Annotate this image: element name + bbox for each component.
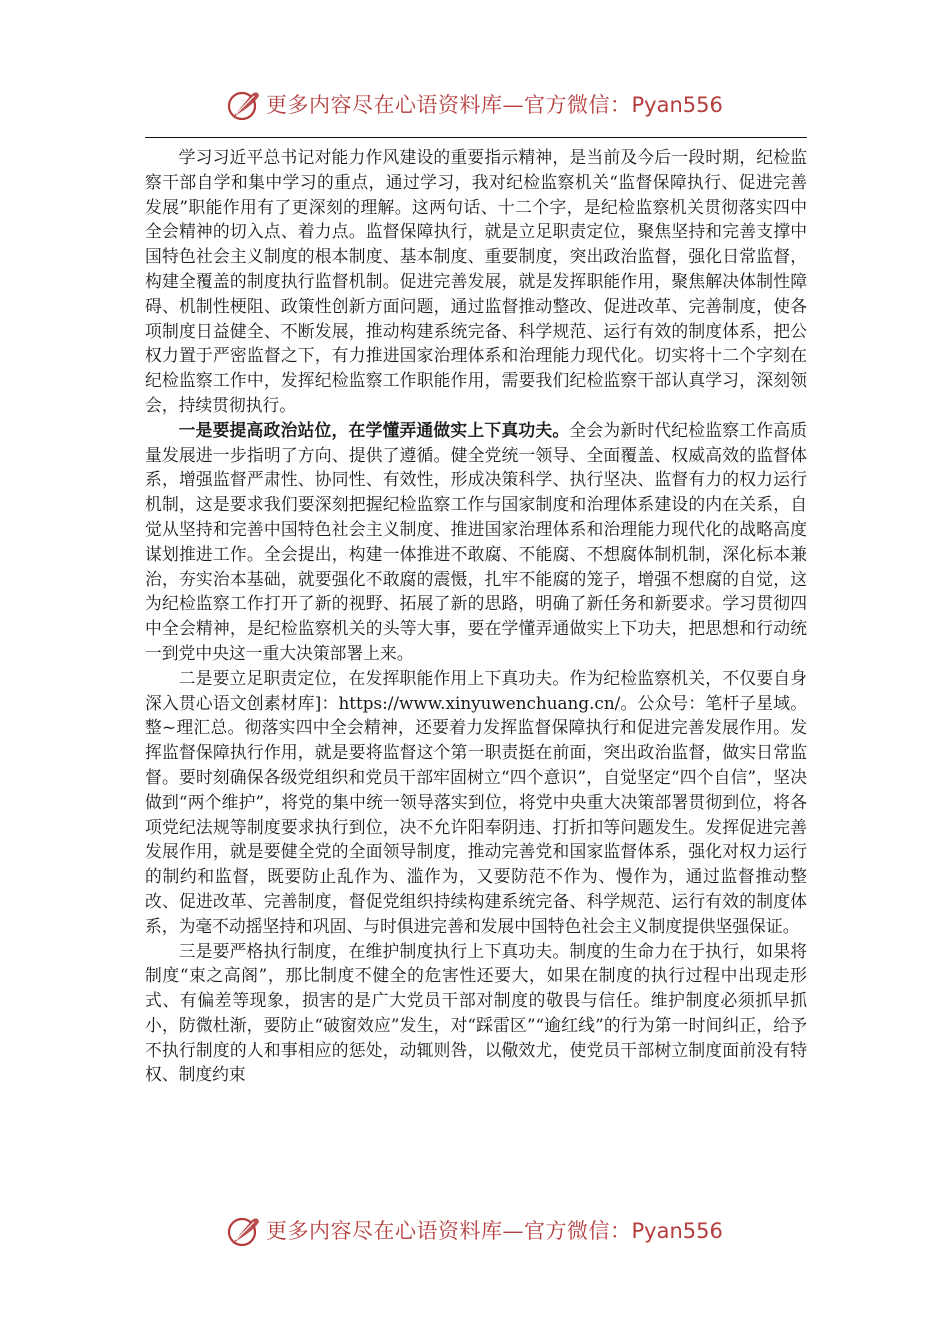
paragraph-intro: 学习习近平总书记对能力作风建设的重要指示精神，是当前及今后一段时期，纪检监察干部自学和集中学习的重点，通过学习，我对纪检监察机关“监督保障执行、促进完善发展”职能作用有了更深刻的理解。这两句话、十二个字，是纪检监察机关贯彻落实四中全会精神的切入点、着力点。监督保障执行，就是立足职责定位，聚焦坚持和完善支撑中国特色社会主义制度的根本制度、基本制度、重要制度，突出政治监督，强化日常监督，构建全覆盖的制度执行监督机制。促进完善发展，就是发挥职能作用，聚焦解决体制性障碍、机制性梗阻、政策性创新方面问题，通过监督推动整改、促进改革、完善制度，使各项制度日益健全、不断发展，推动构建系统完备、科学规范、运行有效的制度体系，把公权力置于严密监督之下，有力推进国家治理体系和治理能力现代化。切实将十二个字刻在纪检监察工作中，发挥纪检监察工作职能作用，需要我们纪检监察干部认真学习，深刻领会，持续贯彻执行。: [145, 147, 807, 415]
paragraph-point-two: 二是要立足职责定位，在发挥职能作用上下真功夫。作为纪检监察机关，不仅要自身深入贯心语文创素材库]：https://www.xinyuwenchuang.cn/。公众号：笔杆子星域。整~理汇总。彻落实四中全会精神，还要着力发挥监督保障执行和促进完善发展作用。发挥监督保障执行作用，就是要将监督这个第一职责挺在前面，突出政治监督，做实日常监督。要时刻确保各级党组织和党员干部牢固树立“四个意识”，自觉坚定“四个自信”，坚决做到“两个维护”，将党的集中统一领导落实到位，将党中央重大决策部署贯彻到位，将各项党纪法规等制度要求执行到位，决不允许阳奉阴违、打折扣等问题发生。发挥促进完善发展作用，就是要健全党的全面领导制度，推动完善党和国家监督体系，强化对权力运行的制约和监督，既要防止乱作为、滥作为，又要防范不作为、慢作为，通过监督推动整改、促进改革、完善制度，督促党组织持续构建系统完备、科学规范、运行有效的制度体系，为毫不动摇坚持和巩固、与时俱进完善和发展中国特色社会主义制度提供坚强保证。: [145, 667, 807, 936]
banner-text: 更多内容尽在心语资料库—官方微信：Pyan556: [266, 93, 723, 117]
header-banner: [0, 84, 950, 124]
feather-pen-logo-icon: [226, 1212, 262, 1248]
paragraph-point-three: 三是要严格执行制度，在维护制度执行上下真功夫。制度的生命力在于执行，如果将制度“束之高阁”，那比制度不健全的危害性还要大，如果在制度的执行过程中出现走形式、有偏差等现象，损害的是广大党员干部对制度的敬畏与信任。维护制度必须抓早抓小，防微杜渐，要防止“破窗效应”发生，对“踩雷区”“逾红线”的行为第一时间纠正，给予不执行制度的人和事相应的惩处，动辄则咎，以儆效尤，使党员干部树立制度面前没有特权、制度约束: [145, 940, 807, 1085]
point-one-body: 全会为新时代纪检监察工作高质量发展进一步指明了方向、提供了遵循。健全党统一领导、全面覆盖、权威高效的监督体系，增强监督严肃性、协同性、有效性，形成决策科学、执行坚决、监督有力的权力运行机制，这是要求我们要深刻把握纪检监察工作与国家制度和治理体系建设的内在关系，自觉从坚持和完善中国特色社会主义制度、推进国家治理体系和治理能力现代化的战略高度谋划推进工作。全会提出，构建一体推进不敢腐、不能腐、不想腐体制机制，深化标本兼治，夯实治本基础，就要强化不敢腐的震慑，扎牢不能腐的笼子，增强不想腐的自觉，这为纪检监察工作打开了新的视野、拓展了新的思路，明确了新任务和新要求。学习贯彻四中全会精神，是纪检监察机关的头等大事，要在学懂弄通做实上下功夫，把思想和行动统一到党中央这一重大决策部署上来。: [145, 419, 807, 663]
paragraph-point-one: [145, 418, 807, 666]
feather-pen-logo-icon: [226, 86, 262, 122]
point-one-heading: 一是要提高政治站位，在学懂弄通做实上下真功夫。: [178, 419, 570, 440]
footer-banner: [0, 1210, 950, 1250]
banner-text: 更多内容尽在心语资料库—官方微信：Pyan556: [266, 1219, 723, 1243]
header-rule: [145, 137, 807, 138]
document-body: [145, 145, 807, 1087]
